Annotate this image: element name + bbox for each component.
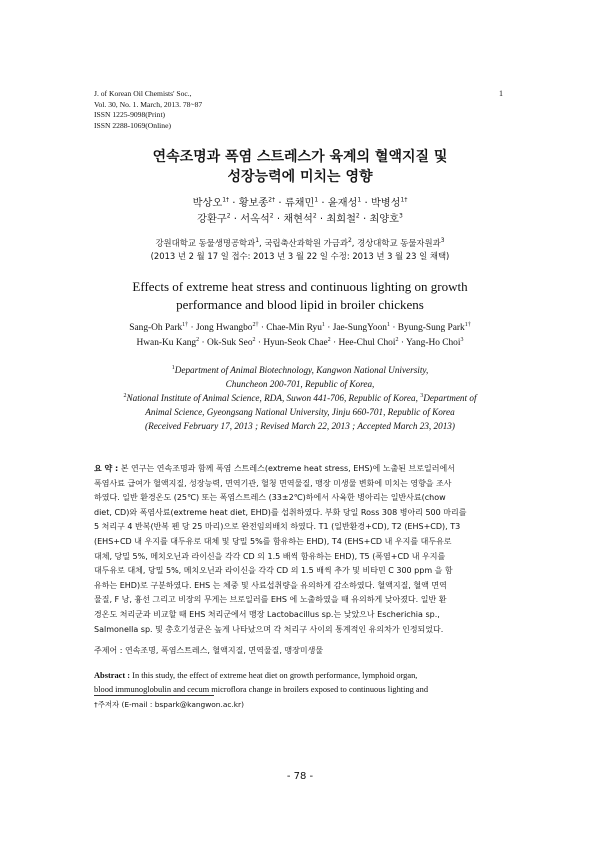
korean-abstract-line: 폭염사료 급여가 혈액지질, 성장능력, 면역기관, 혈청 면역물질, 맹장 미생물 변화에 미치는 영향을 조사 (94, 478, 452, 488)
journal-name: J. of Korean Oil Chemists' Soc., (94, 89, 192, 98)
affiliation-sup: 3 (420, 392, 424, 399)
abstract-text: 본 연구는 연속조명과 함께 폭염 스트레스(extreme heat stress, EHS)에 노출된 브로일러에서 (118, 464, 455, 473)
author-sup: 1 (321, 321, 325, 328)
korean-title-line-2: 성장능력에 미치는 영향 (227, 169, 373, 185)
abstract-text: In this study, the effect of extreme heat diet on growth performance, lymphoid organ, (130, 671, 418, 680)
author-sup: 2 (355, 212, 360, 220)
affiliation-3: 경상대학교 동물자원과 (357, 238, 441, 248)
author-name: Hee-Chul Choi (338, 338, 396, 348)
author-sup: 3 (399, 212, 403, 220)
english-title-line-1: Effects of extreme heat stress and continuous lighting on growth (132, 279, 468, 294)
affiliation-2: 국립축산과학원 가금과 (264, 238, 348, 248)
author-name: Sang-Oh Park (129, 323, 183, 333)
author-sup: 2 (269, 212, 274, 220)
english-authors-line-1: Sang-Oh Park$^{1\dagger}$ · Jong Hwangbo$^{2\dagger}$ · Chae-Min Ryu$^1$ · Jae-SungYoon$^1$ · Byung-Sung Park$^{1\dagger}$ (129, 321, 471, 333)
english-title (60, 278, 540, 314)
author-sup: 2† (268, 196, 276, 204)
korean-abstract-line: 물질, F 낭, 흉선 그리고 비장의 무게는 브로일러를 EHS 에 노출하였을 때 유의하게 낮아졌다. 일반 환 (94, 595, 447, 605)
affiliation-text: National Institute of Animal Science, RDA, Suwon 441-706, Republic of Korea, (126, 393, 418, 403)
author-name: Yang-Ho Choi (405, 338, 461, 348)
author-sup: 1† (222, 196, 230, 204)
author-sup: 2 (226, 212, 231, 220)
author-name: Hyun-Seok Chae (263, 338, 328, 348)
author-name: Jae-SungYoon (332, 323, 387, 333)
korean-abstract-line: 대체, 당밀 5%, 메치오닌과 라이신을 각각 CD 의 1.5 배씩 함유하는 EHD), T5 (폭염+CD 내 우지를 (94, 551, 446, 561)
korean-authors-line-2: 강환구$^2$ · 서옥석$^2$ · 채현석$^2$ · 최희철$^2$ · 최양호$^3$ (197, 212, 403, 225)
korean-abstract-line: diet, CD)와 폭염사료(extreme heat diet, EHD)를 섭취하였다. 부화 당일 Ross 308 병아리 500 마리를 (94, 507, 467, 517)
author-sup: 2 (252, 336, 256, 343)
korean-authors (60, 196, 540, 228)
author-name: 강환구 (197, 214, 227, 225)
korean-title-line-1: 연속조명과 폭염 스트레스가 육계의 혈액지질 및 (152, 149, 448, 165)
korean-dates: (2013 년 2 월 17 일 접수: 2013 년 3 월 22 일 수정: 2013 년 3 월 23 일 채택) (150, 251, 450, 261)
author-sup: 1† (182, 321, 189, 328)
korean-affiliation-line: 강원대학교 동물생명공학과$^1$, 국립축산과학원 가금과$^2$, 경상대학교 동물자원과$^3$ (155, 237, 445, 248)
english-affiliation-line-1 (60, 363, 540, 377)
korean-keywords: 주제어 : 연속조명, 폭염스트레스, 혈액지질, 면역물질, 맹장미생물 (94, 646, 324, 655)
author-sup: 1 (357, 196, 362, 204)
affiliation-sup: 1 (171, 364, 175, 371)
korean-abstract-line: 유하는 EHD)로 구분하였다. EHS 는 체중 및 사료섭취량을 유의하게 감소하였다. 혈액지질, 혈액 면역 (94, 580, 447, 590)
korean-abstract-line (94, 462, 506, 477)
korean-abstract (94, 462, 506, 637)
english-affiliation-line-4: Animal Science, Gyeongsang National University, Jinju 660-701, Republic of Korea (145, 407, 455, 417)
author-sup: 2† (252, 321, 259, 328)
korean-authors-line-1: 박상오$^{1\dagger}$ · 황보종$^{2\dagger}$ · 류채민$^1$ · 윤재성$^1$ · 박병성$^{1\dagger}$ (192, 196, 408, 209)
affiliation-text: Department of Animal Biotechnology, Kangwon National University, (174, 365, 429, 375)
affiliation-sup: 1 (255, 237, 260, 245)
korean-abstract-line: 대두유로 대체, 당밀 5%, 메치오닌과 라이신을 각각 CD 의 1.5 배씩 추가 및 비타민 C 300 ppm 을 함 (94, 566, 453, 576)
author-sup: 1 (386, 321, 390, 328)
english-abstract-line (94, 669, 506, 683)
author-sup: 1 (314, 196, 319, 204)
author-name: Byung-Sung Park (397, 323, 465, 333)
english-abstract-label: Abstract : (94, 671, 131, 680)
korean-abstract-line: 하였다. 일반 환경온도 (25℃) 또는 폭염스트레스 (33±2℃)하에서 사육한 병아리는 일반사료(chow (94, 493, 446, 503)
affiliation-1: 강원대학교 동물생명공학과 (155, 238, 256, 248)
korean-affiliations (60, 237, 540, 263)
english-abstract (94, 669, 506, 697)
journal-volume: Vol. 30, No. 1. March, 2013. 78~87 (94, 99, 203, 109)
author-name: 서옥석 (240, 214, 270, 225)
english-affiliation-line-2: Chuncheon 200-701, Republic of Korea, (225, 379, 375, 389)
author-sup: 2 (196, 336, 200, 343)
author-name: Ok-Suk Seo (206, 338, 253, 348)
author-name: 박병성 (370, 198, 401, 209)
author-name: Hwan-Ku Kang (136, 338, 197, 348)
english-affiliations (60, 363, 540, 433)
footnote-divider (94, 695, 214, 696)
issn-online: ISSN 2288-1069(Online) (94, 120, 171, 130)
author-sup: 2 (395, 336, 399, 343)
author-name: Jong Hwangbo (195, 323, 253, 333)
affiliation-sup: 3 (440, 237, 445, 245)
author-sup: 1† (464, 321, 471, 328)
author-name: 박상오 (192, 198, 223, 209)
affiliation-sup: 2 (123, 392, 127, 399)
english-received-dates: (Received February 17, 2013 ; Revised March 22, 2013 ; Accepted March 23, 2013) (145, 421, 455, 431)
author-name: Chae-Min Ryu (266, 323, 322, 333)
english-authors-line-2: Hwan-Ku Kang$^2$ · Ok-Suk Seo$^2$ · Hyun-Seok Chae$^2$ · Hee-Chul Choi$^2$ · Yang-Ho Choi$^3$ (136, 336, 464, 348)
korean-abstract-line: 5 처리구 4 반복(반복 펜 당 25 마리)으로 완전임의배치 하였다. T1 (일반환경+CD), T2 (EHS+CD), T3 (94, 522, 461, 532)
affiliation-sup: 2 (347, 237, 352, 245)
english-authors (60, 321, 540, 351)
page-number-top: 1 (499, 89, 503, 98)
author-sup: 3 (460, 336, 464, 343)
english-title-line-2: performance and blood lipid in broiler chickens (176, 297, 424, 312)
page-number-bottom: - 78 - (286, 771, 314, 782)
issn-print: ISSN 1225-9098(Print) (94, 110, 166, 120)
author-name: 황보종 (238, 198, 269, 209)
author-name: 채현석 (283, 214, 313, 225)
author-name: 류채민 (284, 198, 315, 209)
affiliation-text: Department of (423, 393, 477, 403)
korean-title (60, 147, 540, 187)
english-abstract-line: blood immunoglobulin and cecum microflora change in broilers exposed to continuous lighting and (94, 685, 429, 694)
korean-abstract-label: 요 약 : (94, 464, 119, 473)
korean-abstract-line: (EHS+CD 내 우지를 대두유로 대체 및 당밀 5%를 함유하는 EHD), T4 (EHS+CD 내 우지를 대두유로 (94, 536, 452, 546)
author-name: 윤재성 (327, 198, 358, 209)
author-sup: 2 (312, 212, 317, 220)
korean-abstract-line: 경온도 처리군과 비교할 때 EHS 처리군에서 맹장 Lactobacillus sp.는 낮았으나 Escherichia sp., (94, 609, 440, 619)
corresponding-author-footnote: †주저자 (E-mail : bspark@kangwon.ac.kr) (94, 700, 244, 709)
author-name: 최양호 (369, 214, 399, 225)
english-affiliation-line-3 (60, 391, 540, 405)
korean-abstract-line: Salmonella sp. 및 총호기성균은 높게 나타났으며 각 처리구 사이의 통계적인 유의차가 인정되었다. (94, 624, 444, 634)
author-name: 최희철 (326, 214, 356, 225)
author-sup: 1† (400, 196, 408, 204)
author-sup: 2 (327, 336, 331, 343)
journal-info (94, 89, 202, 131)
